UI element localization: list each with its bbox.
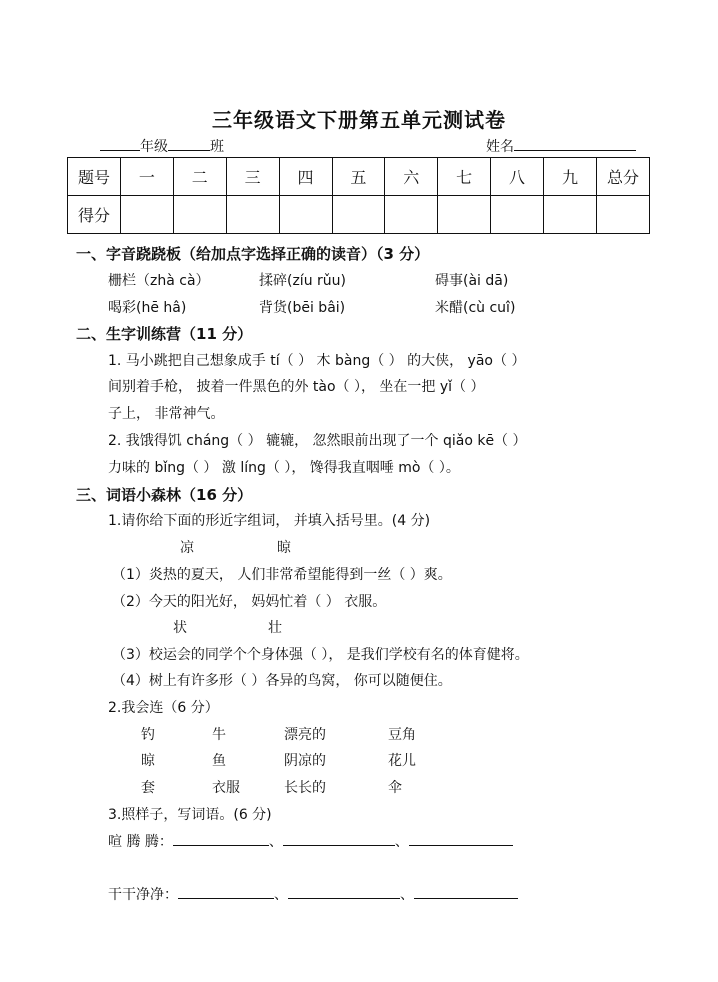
s2-line: 间别着手枪， 披着一件黑色的外 tào（ ）， 坐在一把 yǐ（ ） bbox=[108, 379, 485, 395]
score-header-cell: 七 bbox=[438, 158, 491, 196]
match-item[interactable]: 晾 bbox=[141, 753, 155, 769]
separator: 、 bbox=[400, 887, 414, 903]
section-2-heading: 二、生字训练营（11 分） bbox=[76, 325, 253, 343]
answer-blank[interactable] bbox=[414, 886, 518, 899]
score-header-cell: 九 bbox=[544, 158, 597, 196]
score-header-cell: 总分 bbox=[597, 158, 650, 196]
s3-sentence: （1）炎热的夏天， 人们非常希望能得到一丝（ ）爽。 bbox=[112, 567, 452, 583]
s1-item: 揉碎(zíu rǔu) bbox=[259, 273, 346, 289]
answer-blank[interactable] bbox=[283, 833, 395, 846]
score-cell[interactable] bbox=[279, 196, 332, 234]
example-word: 干干净净： bbox=[108, 887, 178, 903]
s1-item: 碍事(ài dā) bbox=[435, 273, 509, 289]
separator: 、 bbox=[274, 887, 288, 903]
answer-blank[interactable] bbox=[288, 886, 400, 899]
match-item[interactable]: 长长的 bbox=[284, 780, 326, 796]
pair-char: 凉 bbox=[180, 540, 194, 556]
example-row-1 bbox=[108, 831, 513, 851]
score-row-label: 得分 bbox=[68, 196, 121, 234]
name-line bbox=[486, 136, 636, 156]
class-blank[interactable] bbox=[168, 136, 210, 151]
answer-blank[interactable] bbox=[409, 833, 513, 846]
separator: 、 bbox=[394, 834, 409, 850]
score-cell[interactable] bbox=[173, 196, 226, 234]
score-row bbox=[68, 196, 650, 234]
s3-question-2: 2.我会连（6 分） bbox=[108, 700, 219, 716]
s3-sentence: （4）树上有许多形（ ）各异的鸟窝， 你可以随便住。 bbox=[112, 673, 452, 689]
s1-item: 背货(bēi bâi) bbox=[259, 300, 346, 316]
match-item[interactable]: 阴凉的 bbox=[284, 753, 326, 769]
answer-blank[interactable] bbox=[173, 833, 269, 846]
pair-char: 晾 bbox=[277, 540, 291, 556]
score-header-cell: 四 bbox=[279, 158, 332, 196]
score-cell[interactable] bbox=[491, 196, 544, 234]
score-header-cell: 二 bbox=[173, 158, 226, 196]
s3-question-3: 3.照样子，写词语。(6 分) bbox=[108, 807, 272, 823]
section-3-heading: 三、词语小森林（16 分） bbox=[76, 486, 253, 504]
pair-char: 状 bbox=[173, 620, 187, 636]
s3-sentence: （2）今天的阳光好， 妈妈忙着（ ） 衣服。 bbox=[112, 594, 387, 610]
score-header-cell: 五 bbox=[332, 158, 385, 196]
match-item[interactable]: 鱼 bbox=[212, 753, 226, 769]
match-item[interactable]: 钓 bbox=[141, 727, 155, 743]
s2-line: 力味的 bǐng（ ） 激 líng（ ）， 馋得我直咽唾 mò（ ）。 bbox=[108, 460, 460, 476]
match-item[interactable]: 牛 bbox=[212, 727, 226, 743]
s2-line: 2. 我饿得饥 cháng（ ） 辘辘， 忽然眼前出现了一个 qiǎo kē（ ） bbox=[108, 433, 527, 449]
match-item[interactable]: 漂亮的 bbox=[284, 727, 326, 743]
score-header-cell: 六 bbox=[385, 158, 438, 196]
s3-sentence: （3）校运会的同学个个身体强（ ）， 是我们学校有名的体育健将。 bbox=[112, 647, 529, 663]
score-cell[interactable] bbox=[121, 196, 174, 234]
score-header-row bbox=[68, 158, 650, 196]
score-header-cell: 八 bbox=[491, 158, 544, 196]
s3-question-1: 1.请你给下面的形近字组词， 并填入括号里。(4 分) bbox=[108, 513, 431, 529]
score-header-cell: 一 bbox=[121, 158, 174, 196]
page-title: 三年级语文下册第五单元测试卷 bbox=[212, 108, 506, 132]
s2-line: 1. 马小跳把自己想象成手 tí（ ） 木 bàng（ ） 的大侠， yāo（ ） bbox=[108, 353, 526, 369]
score-table bbox=[67, 157, 650, 234]
header-line bbox=[100, 136, 224, 156]
score-cell[interactable] bbox=[385, 196, 438, 234]
pair-char: 壮 bbox=[268, 620, 282, 636]
separator: 、 bbox=[268, 834, 283, 850]
match-item[interactable]: 花儿 bbox=[388, 753, 416, 769]
match-item[interactable]: 豆角 bbox=[388, 727, 416, 743]
class-label: 班 bbox=[210, 139, 224, 155]
match-item[interactable]: 套 bbox=[141, 780, 155, 796]
section-1-heading: 一、字音跷跷板（给加点字选择正确的读音）（3 分） bbox=[76, 245, 430, 263]
name-blank[interactable] bbox=[514, 136, 636, 151]
score-cell[interactable] bbox=[544, 196, 597, 234]
name-label: 姓名 bbox=[486, 139, 514, 155]
s1-item: 栅栏（zhà cà） bbox=[108, 273, 210, 289]
match-item[interactable]: 衣服 bbox=[212, 780, 240, 796]
grade-blank[interactable] bbox=[100, 136, 140, 151]
score-header-cell: 题号 bbox=[68, 158, 121, 196]
answer-blank[interactable] bbox=[178, 886, 274, 899]
score-cell[interactable] bbox=[597, 196, 650, 234]
score-header-cell: 三 bbox=[226, 158, 279, 196]
s1-item: 喝彩(hē hâ) bbox=[108, 300, 187, 316]
example-row-2 bbox=[108, 884, 518, 904]
example-word: 喧 腾 腾： bbox=[108, 834, 173, 850]
score-cell[interactable] bbox=[226, 196, 279, 234]
s2-line: 子上， 非常神气。 bbox=[108, 406, 225, 422]
score-cell[interactable] bbox=[438, 196, 491, 234]
score-cell[interactable] bbox=[332, 196, 385, 234]
grade-label: 年级 bbox=[140, 139, 168, 155]
s1-item: 米醋(cù cuî) bbox=[435, 300, 516, 316]
match-item[interactable]: 伞 bbox=[388, 780, 402, 796]
